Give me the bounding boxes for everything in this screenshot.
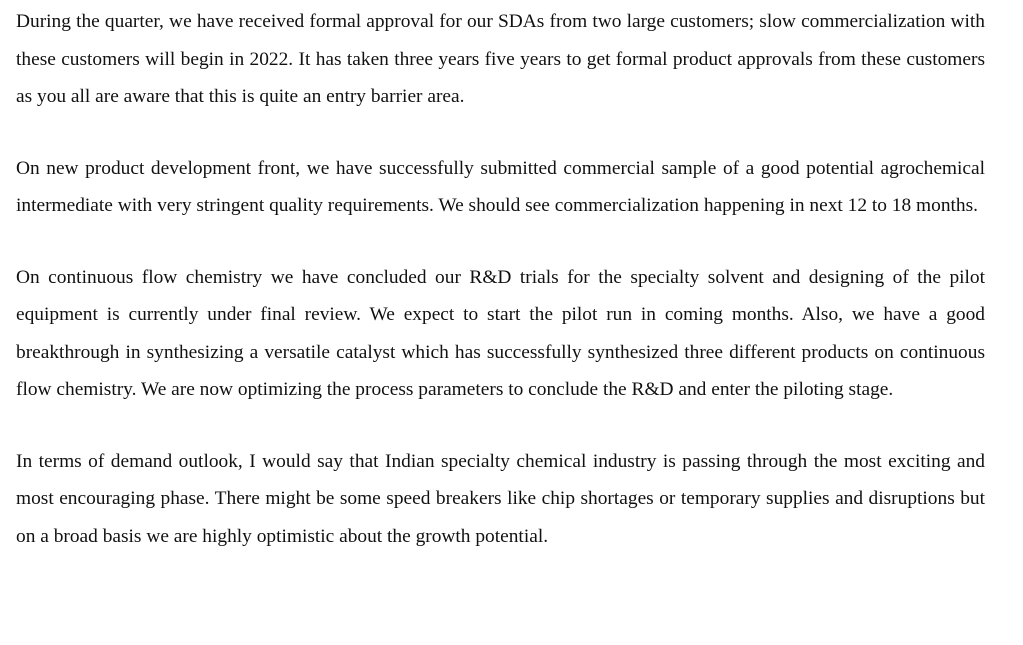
paragraph-sda-approval: During the quarter, we have received formal approval for our SDAs from two large customers; slow commercialization with these customers will begin in 2022. It has taken three years five years to get formal product approvals from these customers as you all are aware that this is quite an entry barrier area.: [16, 11, 985, 107]
paragraph-demand-outlook: In terms of demand outlook, I would say that Indian specialty chemical industry is passing through the most exciting and most encouraging phase. There might be some speed breakers like chip shortages or temporary supplies and disruptions but on a broad basis we are highly optimistic about the growth potential.: [16, 450, 985, 547]
paragraph-continuous-flow-chemistry: On continuous flow chemistry we have concluded our R&D trials for the specialty solvent and designing of the pilot equipment is currently under final review. We expect to start the pilot run in coming months. Also, we have a good breakthrough in synthesizing a versatile catalyst which has successfully synthesized three different products on continuous flow chemistry. We are now optimizing the process parameters to conclude the R&D and enter the piloting stage.: [16, 266, 985, 400]
paragraph-new-product-development: On new product development front, we have successfully submitted commercial sample of a good potential agrochemical intermediate with very stringent quality requirements. We should see commercialization happening in next 12 to 18 months.: [16, 157, 985, 216]
